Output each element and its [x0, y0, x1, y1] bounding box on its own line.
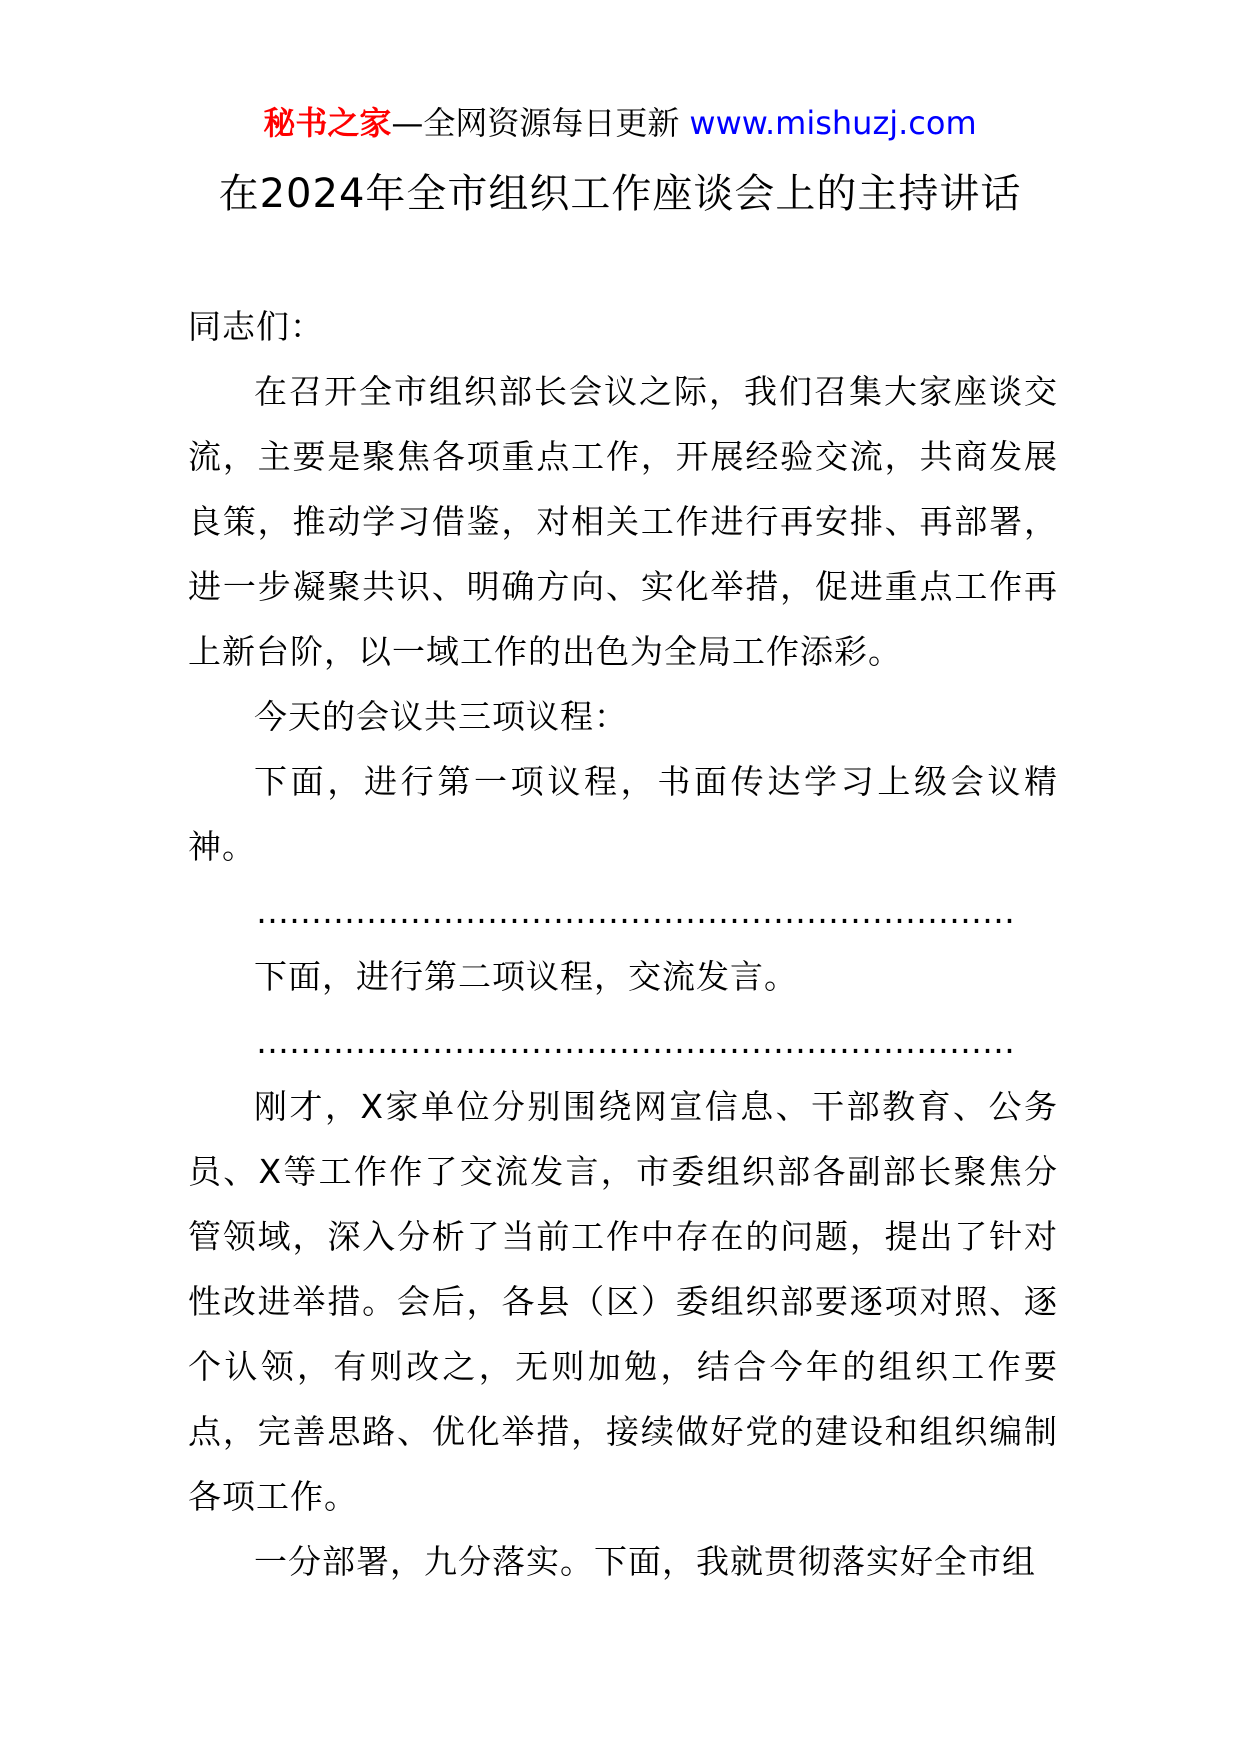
ellipsis-separator: ……………………………………………………………	[256, 892, 1015, 931]
paragraph: 下面，进行第二项议程，交流发言。	[254, 957, 798, 996]
paragraph: 下面，进行第一项议程，书面传达学习上级会议精神。	[188, 762, 1058, 866]
header-tagline: —全网资源每日更新	[391, 104, 680, 142]
paragraph: 在召开全市组织部长会议之际，我们召集大家座谈交流，主要是聚焦各项重点工作，开展经验交流，共商发展良策，推动学习借鉴，对相关工作进行再安排、再部署，进一步凝聚共识、明确方向、实化举措，促进重点工作再上新台阶，以一域工作的出色为全局工作添彩。	[188, 372, 1058, 671]
ellipsis-separator: ……………………………………………………………	[256, 1022, 1015, 1061]
site-url-link[interactable]: www.mishuzj.com	[689, 104, 977, 142]
source-header	[0, 100, 1240, 146]
salutation: 同志们：	[188, 307, 324, 346]
document-title: 在2024年全市组织工作座谈会上的主持讲话	[218, 171, 1022, 217]
paragraph: 今天的会议共三项议程：	[254, 697, 628, 736]
paragraph: 刚才，X家单位分别围绕网宣信息、干部教育、公务员、X等工作作了交流发言，市委组织部各副部长聚焦分管领域，深入分析了当前工作中存在的问题，提出了针对性改进举措。会后，各县（区）委组织部要逐项对照、逐个认领，有则改之，无则加勉，结合今年的组织工作要点，完善思路、优化举措，接续做好党的建设和组织编制各项工作。	[188, 1087, 1058, 1516]
document-body	[188, 294, 1058, 1594]
paragraph: 一分部署，九分落实。下面，我就贯彻落实好全市组	[254, 1542, 1036, 1581]
brand-name: 秘书之家	[263, 104, 392, 142]
